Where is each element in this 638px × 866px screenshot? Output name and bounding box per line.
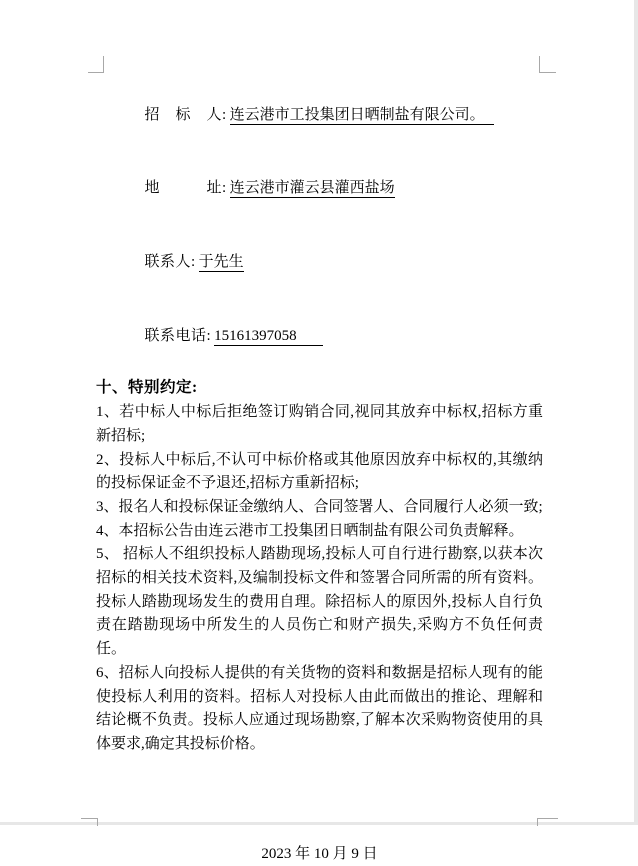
contact-block xyxy=(96,73,543,373)
document-date: 2023 年 10 月 9 日 xyxy=(261,845,378,862)
margin-mark-top-right xyxy=(539,56,556,73)
page-edge-right xyxy=(634,0,638,825)
clause-2: 2、投标人中标后,不认可中标价格或其他原因放弃中标权的,其缴纳的投标保证金不予退还,招标方重新招标; xyxy=(96,451,543,492)
contact-row-contact-person xyxy=(122,226,543,300)
document-content xyxy=(96,73,543,866)
contact-row-phone xyxy=(122,299,543,373)
address-label: 地 址: xyxy=(144,180,227,197)
contact-row-address xyxy=(122,152,543,226)
clause-4: 4、本招标公告由连云港市工投集团日晒制盐有限公司负责解释。 xyxy=(96,522,524,539)
bidder-value: 连云港市工投集团日晒制盐有限公司。 xyxy=(230,107,494,125)
contact-person-label: 联系人: xyxy=(144,254,196,271)
phone-label: 联系电话: xyxy=(144,327,212,344)
phone-value: 15161397058 xyxy=(214,328,323,346)
address-value: 连云港市灌云县灌西盐场 xyxy=(229,180,395,197)
clause-6: 6、招标人向投标人提供的有关货物的资料和数据是招标人现有的能使投标人利用的资料。招标人对投标人由此而做出的推论、理解和结论概不负责。投标人应通过现场勘察,了解本次采购物资使用的具体要求,确定其投标价格。 xyxy=(96,664,543,752)
clause-1: 1、若中标人中标后拒绝签订购销合同,视同其放弃中标权,招标方重新招标; xyxy=(96,404,543,444)
margin-mark-top-left xyxy=(88,56,104,73)
clause-3: 3、报名人和投标保证金缴纳人、合同签署人、合同履行人必须一致; xyxy=(96,498,543,515)
contact-person-value: 于先生 xyxy=(198,254,244,271)
contact-row-bidder xyxy=(122,78,543,152)
bidder-label: 招 标 人: xyxy=(144,106,227,123)
clause-5: 5、 招标人不组织投标人踏勘现场,投标人可自行进行勘察,以获本次招标的相关技术资料,及编制投标文件和签署合同所需的所有资料。投标人踏勘现场发生的费用自理。除招标人的原因外,投标人自行负责在踏勘现场中所发生的人员伤亡和财产损失,采购方不负任何责任。 xyxy=(96,546,543,658)
special-terms-heading: 十、特别约定: xyxy=(96,379,198,397)
